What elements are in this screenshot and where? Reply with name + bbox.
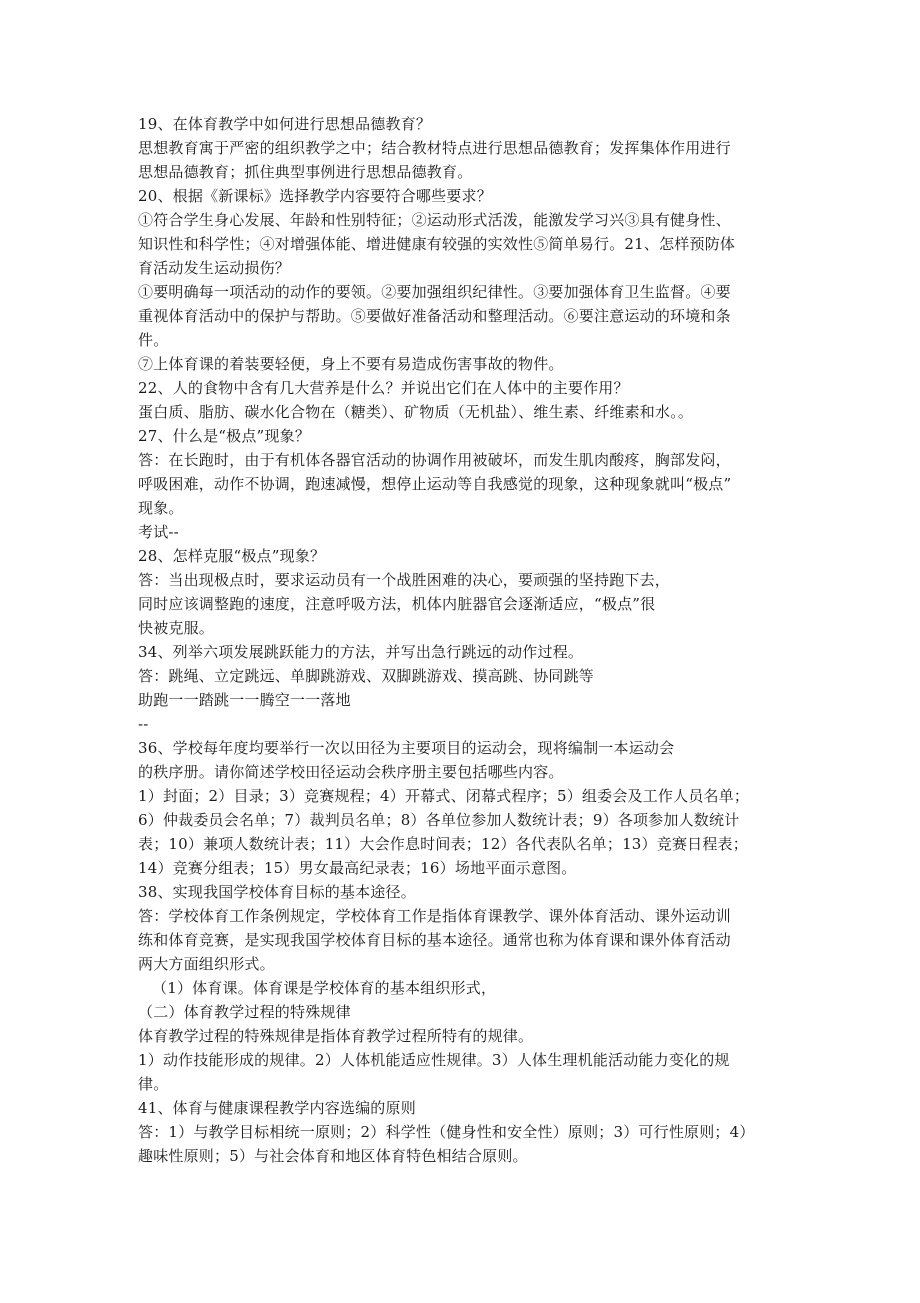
answer-line: 件。 [138, 331, 169, 349]
answer-line: 练和体育竞赛，是实现我国学校体育目标的基本途径。通常也称为体育课和课外体育活动 [138, 931, 731, 949]
answer-line: 表；10）兼项人数统计表；11）大会作息时间表；12）各代表队名单；13）竞赛日程表； [138, 835, 748, 853]
answer-line: 律。 [138, 1075, 169, 1093]
answer-line: 答：跳绳、立定跳远、单脚跳游戏、双脚跳游戏、摸高跳、协同跳等 [138, 667, 595, 685]
answer-line: 思想教育寓于严密的组织教学之中；结合教材特点进行思想品德教育；发挥集体作用进行 [138, 139, 731, 157]
question-27-heading: 27、什么是“极点”现象？ [138, 427, 311, 445]
document-body [138, 112, 788, 1168]
separator-text: -- [138, 715, 149, 733]
answer-subitem: （1）体育课。体育课是学校体育的基本组织形式， [152, 979, 497, 997]
answer-line: 答：在长跑时，由于有机体各器官活动的协调作用被破坏，而发生肌肉酸疼，胸部发闷， [138, 451, 731, 469]
answer-line: 答：当出现极点时，要求运动员有一个战胜困难的决心，要顽强的坚持跑下去， [138, 571, 671, 589]
answer-line: 重视体育活动中的保护与帮助。⑤要做好准备活动和整理活动。⑥要注意运动的环境和条 [138, 307, 731, 325]
separator-text: 考试-- [138, 523, 179, 541]
answer-line: 体育教学过程的特殊规律是指体育教学过程所特有的规律。 [138, 1027, 534, 1045]
answer-line: 14）竞赛分组表；15）男女最高纪录表；16）场地平面示意图。 [138, 859, 577, 877]
question-28-heading: 28、怎样克服“极点”现象？ [138, 547, 326, 565]
section-heading: （二）体育教学过程的特殊规律 [138, 1003, 351, 1021]
question-19-heading: 19、在体育教学中如何进行思想品德教育？ [138, 115, 432, 133]
answer-line: 答：1）与教学目标相统一原则；2）科学性（健身性和安全性）原则；3）可行性原则；4） [138, 1123, 755, 1141]
answer-line: 育活动发生运动损伤？ [138, 259, 291, 277]
answer-line: 答：学校体育工作条例规定，学校体育工作是指体育课教学、课外体育活动、课外运动训 [138, 907, 731, 925]
answer-line: 1）动作技能形成的规律。2）人体机能适应性规律。3）人体生理机能活动能力变化的规 [138, 1051, 730, 1069]
answer-line: 现象。 [138, 499, 184, 517]
question-22-heading: 22、人的食物中含有几大营养是什么？并说出它们在人体中的主要作用？ [138, 379, 629, 397]
answer-line: 同时应该调整跑的速度，注意呼吸方法，机体内脏器官会逐渐适应，“极点”很 [138, 595, 656, 613]
answer-line: ⑦上体育课的着装要轻便，身上不要有易造成伤害事故的物件。 [138, 355, 564, 373]
answer-line: 6）仲裁委员会名单；7）裁判员名单；8）各单位参加人数统计表；9）各项参加人数统计 [138, 811, 740, 829]
answer-line: 助跑一一踏跳一一腾空一一落地 [138, 691, 351, 709]
question-38-heading: 38、实现我国学校体育目标的基本途径。 [138, 883, 416, 901]
answer-line: 趣味性原则；5）与社会体育和地区体育特色相结合原则。 [138, 1147, 528, 1165]
question-41-heading: 41、体育与健康课程教学内容选编的原则 [138, 1099, 416, 1117]
answer-line: ①要明确每一项活动的动作的要领。②要加强组织纪律性。③要加强体育卫生监督。④要 [138, 283, 731, 301]
answer-line: 呼吸困难，动作不协调，跑速减慢，想停止运动等自我感觉的现象，这种现象就叫“极点” [138, 475, 732, 493]
answer-line: 1）封面；2）目录；3）竞赛规程；4）开幕式、闭幕式程序；5）组委会及工作人员名单； [138, 787, 750, 805]
question-20-heading: 20、根据《新课标》选择教学内容要符合哪些要求？ [138, 187, 492, 205]
answer-line: ①符合学生身心发展、年龄和性别特征；②运动形式活泼，能激发学习兴③具有健身性、 [138, 211, 731, 229]
question-36-heading-cont: 的秩序册。请你简述学校田径运动会秩序册主要包括哪些内容。 [138, 763, 564, 781]
answer-line: 思想品德教育；抓住典型事例进行思想品德教育。 [138, 163, 473, 181]
answer-line: 快被克服。 [138, 619, 215, 637]
question-34-heading: 34、列举六项发展跳跃能力的方法，并写出急行跳远的动作过程。 [138, 643, 584, 661]
question-36-heading: 36、学校每年度均要举行一次以田径为主要项目的运动会，现将编制一本运动会 [138, 739, 675, 757]
answer-line: 知识性和科学性；④对增强体能、增进健康有较强的实效性⑤简单易行。21、怎样预防体 [138, 235, 736, 253]
answer-line: 蛋白质、脂肪、碳水化合物在（糖类）、矿物质（无机盐）、维生素、纤维素和水。。 [138, 403, 694, 421]
answer-line: 两大方面组织形式。 [138, 955, 275, 973]
